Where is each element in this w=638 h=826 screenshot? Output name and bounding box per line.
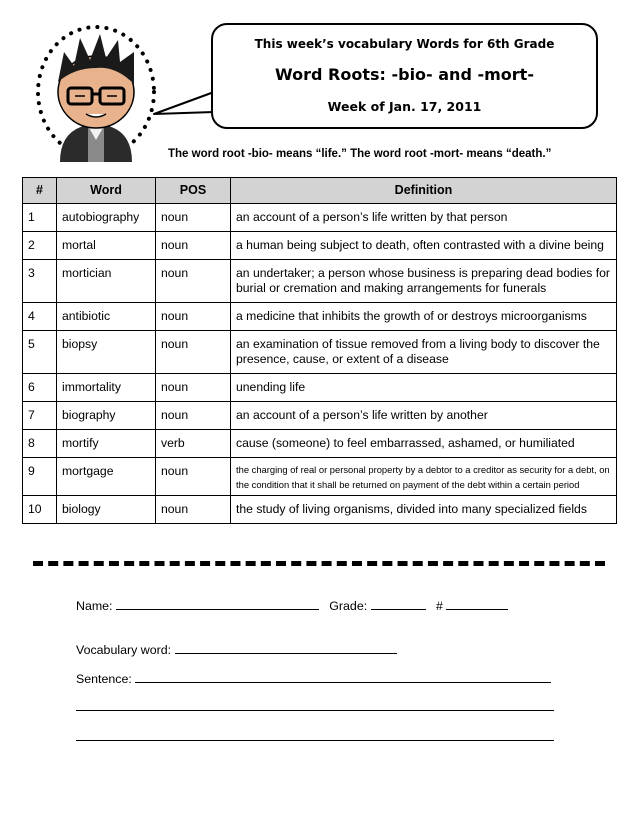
row-number: 8 bbox=[23, 430, 57, 458]
name-grade-line bbox=[76, 597, 508, 613]
row-pos: noun bbox=[156, 374, 231, 402]
row-number: 9 bbox=[23, 458, 57, 496]
table-row bbox=[23, 430, 617, 458]
row-definition: unending life bbox=[231, 374, 617, 402]
row-pos: noun bbox=[156, 402, 231, 430]
header-definition: Definition bbox=[231, 178, 617, 204]
row-definition: an account of a person’s life written by that person bbox=[231, 204, 617, 232]
sentence-rule-2[interactable] bbox=[76, 710, 554, 711]
row-pos: noun bbox=[156, 303, 231, 331]
sentence-blank[interactable] bbox=[135, 670, 551, 683]
table-row bbox=[23, 303, 617, 331]
row-definition: cause (someone) to feel embarrassed, ashamed, or humiliated bbox=[231, 430, 617, 458]
sentence-rule-3[interactable] bbox=[76, 740, 554, 741]
row-definition: a medicine that inhibits the growth of or destroys microorganisms bbox=[231, 303, 617, 331]
number-label: # bbox=[435, 599, 443, 613]
row-word: mortgage bbox=[57, 458, 156, 496]
grade-label: Grade: bbox=[329, 599, 368, 613]
table-row bbox=[23, 458, 617, 496]
cut-line-divider bbox=[33, 561, 605, 566]
row-number: 10 bbox=[23, 496, 57, 524]
table-row bbox=[23, 496, 617, 524]
row-definition: the study of living organisms, divided into many specialized fields bbox=[231, 496, 617, 524]
table-header-row bbox=[23, 178, 617, 204]
row-number: 4 bbox=[23, 303, 57, 331]
page-title: Word Roots: -bio- and -mort- bbox=[275, 65, 534, 84]
week-date: Week of Jan. 17, 2011 bbox=[327, 99, 482, 114]
row-definition: an account of a person’s life written by another bbox=[231, 402, 617, 430]
row-word: mortal bbox=[57, 232, 156, 260]
row-word: biopsy bbox=[57, 331, 156, 374]
vocabulary-table bbox=[22, 177, 617, 524]
vocab-word-label: Vocabulary word: bbox=[76, 643, 172, 657]
row-pos: noun bbox=[156, 496, 231, 524]
row-number: 2 bbox=[23, 232, 57, 260]
sentence-line bbox=[76, 670, 551, 686]
row-number: 5 bbox=[23, 331, 57, 374]
sentence-label: Sentence: bbox=[76, 672, 132, 686]
row-pos: noun bbox=[156, 204, 231, 232]
row-number: 6 bbox=[23, 374, 57, 402]
row-pos: verb bbox=[156, 430, 231, 458]
row-pos: noun bbox=[156, 232, 231, 260]
row-definition: a human being subject to death, often contrasted with a divine being bbox=[231, 232, 617, 260]
table-row bbox=[23, 260, 617, 303]
row-pos: noun bbox=[156, 331, 231, 374]
row-pos: noun bbox=[156, 260, 231, 303]
row-word: biology bbox=[57, 496, 156, 524]
table-row bbox=[23, 232, 617, 260]
row-word: biography bbox=[57, 402, 156, 430]
row-word: immortality bbox=[57, 374, 156, 402]
row-definition: an examination of tissue removed from a living body to discover the presence, cause, or extent of a disease bbox=[231, 331, 617, 374]
avatar bbox=[46, 30, 146, 162]
vocab-word-blank[interactable] bbox=[175, 641, 397, 654]
row-word: autobiography bbox=[57, 204, 156, 232]
header-pos: POS bbox=[156, 178, 231, 204]
name-blank[interactable] bbox=[116, 597, 319, 610]
row-pos: noun bbox=[156, 458, 231, 496]
grade-blank[interactable] bbox=[371, 597, 426, 610]
row-number: 3 bbox=[23, 260, 57, 303]
row-definition: an undertaker; a person whose business is preparing dead bodies for burial or cremation and making arrangements for funerals bbox=[231, 260, 617, 303]
row-word: mortician bbox=[57, 260, 156, 303]
table-row bbox=[23, 331, 617, 374]
row-definition: the charging of real or personal property by a debtor to a creditor as security for a debt, on the condition that it shall be returned on payment of the debt within a certain period bbox=[231, 458, 617, 496]
table-row bbox=[23, 402, 617, 430]
row-number: 1 bbox=[23, 204, 57, 232]
row-word: mortify bbox=[57, 430, 156, 458]
header-number: # bbox=[23, 178, 57, 204]
row-number: 7 bbox=[23, 402, 57, 430]
header-word: Word bbox=[57, 178, 156, 204]
row-word: antibiotic bbox=[57, 303, 156, 331]
root-meaning-note: The word root -bio- means “life.” The word root -mort- means “death.” bbox=[168, 148, 552, 160]
header-line1: This week’s vocabulary Words for 6th Grade bbox=[254, 37, 555, 51]
title-speech-bubble bbox=[211, 23, 598, 129]
table-row bbox=[23, 204, 617, 232]
speech-bubble-tail bbox=[150, 86, 220, 126]
name-label: Name: bbox=[76, 599, 113, 613]
vocab-word-line bbox=[76, 641, 397, 657]
number-blank[interactable] bbox=[446, 597, 508, 610]
table-row bbox=[23, 374, 617, 402]
